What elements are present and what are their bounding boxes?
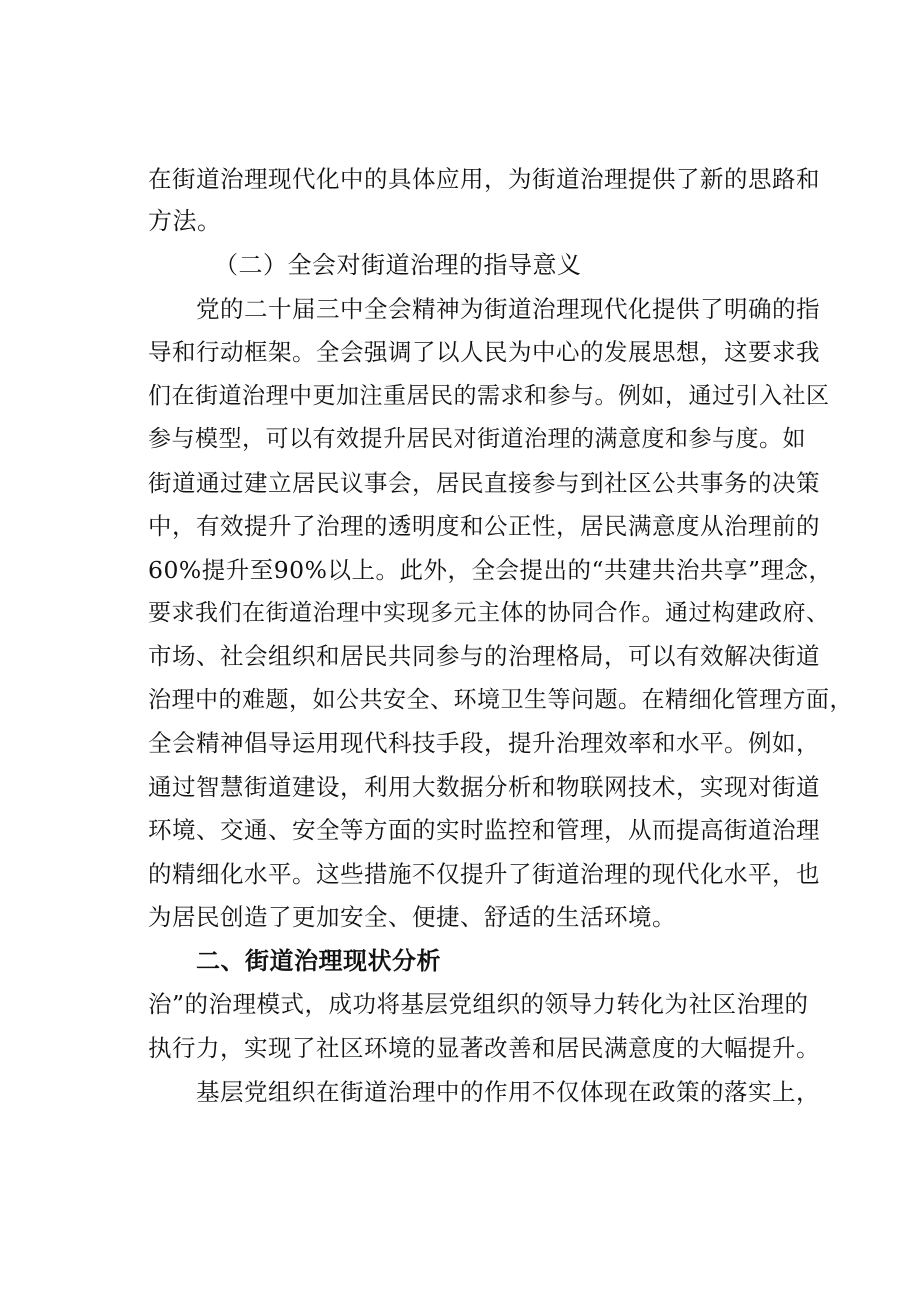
body-line: 街道通过建立居民议事会，居民直接参与到社区公共事务的决策 [148,469,820,497]
body-line: 60%提升至90%以上。此外，全会提出的“共建共治共享”理念， [148,556,833,584]
body-line: 治理中的难题，如公共安全、环境卫生等问题。在精细化管理方面， [148,687,853,713]
body-line: 方法。 [148,207,222,235]
body-line: 执行力，实现了社区环境的显著改善和居民满意度的大幅提升。 [148,1034,820,1062]
body-line: 市场、社会组织和居民共同参与的治理格局，可以有效解决街道 [148,642,820,670]
body-line: 参与模型，可以有效提升居民对街道治理的满意度和参与度。如 [148,426,806,452]
body-line: 在街道治理现代化中的具体应用，为街道治理提供了新的思路和 [148,165,820,193]
body-line: 要求我们在街道治理中实现多元主体的协同合作。通过构建政府、 [148,600,830,626]
body-line: 基层党组织在街道治理中的作用不仅体现在政策的落实上， [196,1078,820,1106]
body-line: 环境、交通、安全等方面的实时监控和管理，从而提高街道治理 [148,816,820,844]
body-line: 们在街道治理中更加注重居民的需求和参与。例如，通过引入社区 [148,383,830,409]
body-line: 全会精神倡导运用现代科技手段，提升治理效率和水平。例如， [148,729,820,757]
body-line: 导和行动框架。全会强调了以人民为中心的发展思想，这要求我 [148,338,820,366]
section-heading: 二、街道治理现状分析 [196,947,441,975]
body-line: 为居民创造了更加安全、便捷、舒适的生活环境。 [148,903,676,931]
body-line: 治”的治理模式，成功将基层党组织的领导力转化为社区治理的 [148,990,809,1018]
body-line: 党的二十届三中全会精神为街道治理现代化提供了明确的指 [196,295,820,323]
body-line: 通过智慧街道建设，利用大数据分析和物联网技术，实现对街道 [148,773,820,801]
body-line: 的精细化水平。这些措施不仅提升了街道治理的现代化水平，也 [148,860,820,888]
body-line: 中，有效提升了治理的透明度和公正性，居民满意度从治理前的 [148,512,820,540]
subsection-heading: （二）全会对街道治理的指导意义 [214,251,582,279]
